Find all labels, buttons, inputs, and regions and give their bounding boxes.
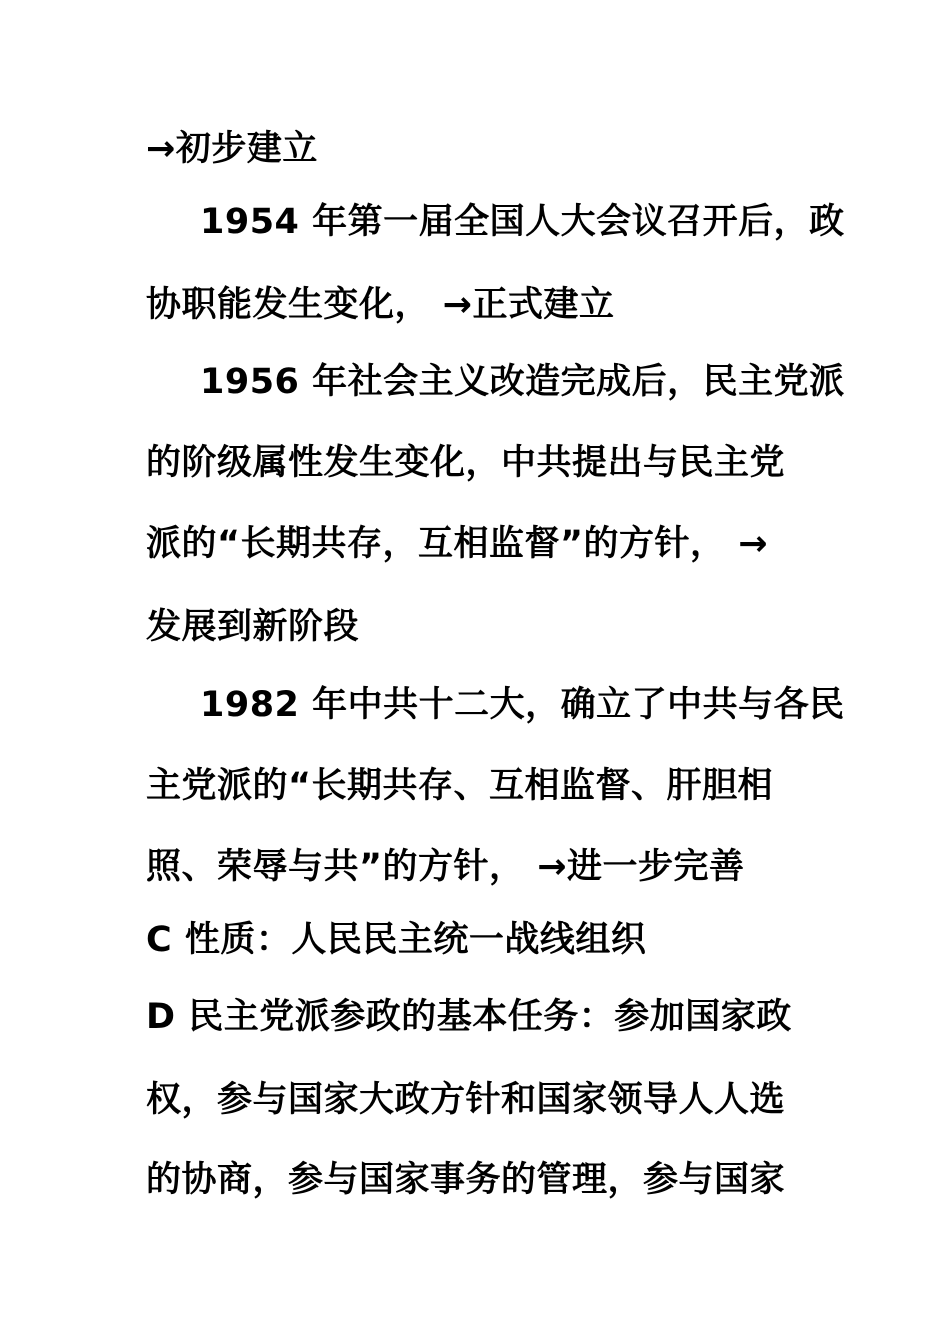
text-line-2: 1954 年第一届全国人大会议召开后，政: [200, 202, 845, 242]
text-line-8: 1982 年中共十二大，确立了中共与各民: [200, 685, 845, 725]
text-line-5: 的阶级属性发生变化，中共提出与民主党: [146, 443, 786, 483]
text-line-12: D 民主党派参政的基本任务：参加国家政: [146, 997, 792, 1037]
text-line-4: 1956 年社会主义改造完成后，民主党派: [200, 362, 845, 402]
text-line-3: 协职能发生变化， →正式建立: [146, 285, 615, 325]
text-line-6: 派的“长期共存，互相监督”的方针， →: [146, 524, 769, 564]
text-line-7: 发展到新阶段: [146, 607, 360, 647]
text-line-1: →初步建立: [146, 129, 318, 169]
text-line-13: 权，参与国家大政方针和国家领导人人选: [146, 1080, 786, 1120]
text-line-14: 的协商，参与国家事务的管理，参与国家: [146, 1160, 786, 1200]
text-line-11: C 性质：人民民主统一战线组织: [146, 920, 647, 960]
text-line-9: 主党派的“长期共存、互相监督、肝胆相: [146, 766, 774, 806]
text-line-10: 照、荣辱与共”的方针， →进一步完善: [146, 847, 745, 887]
